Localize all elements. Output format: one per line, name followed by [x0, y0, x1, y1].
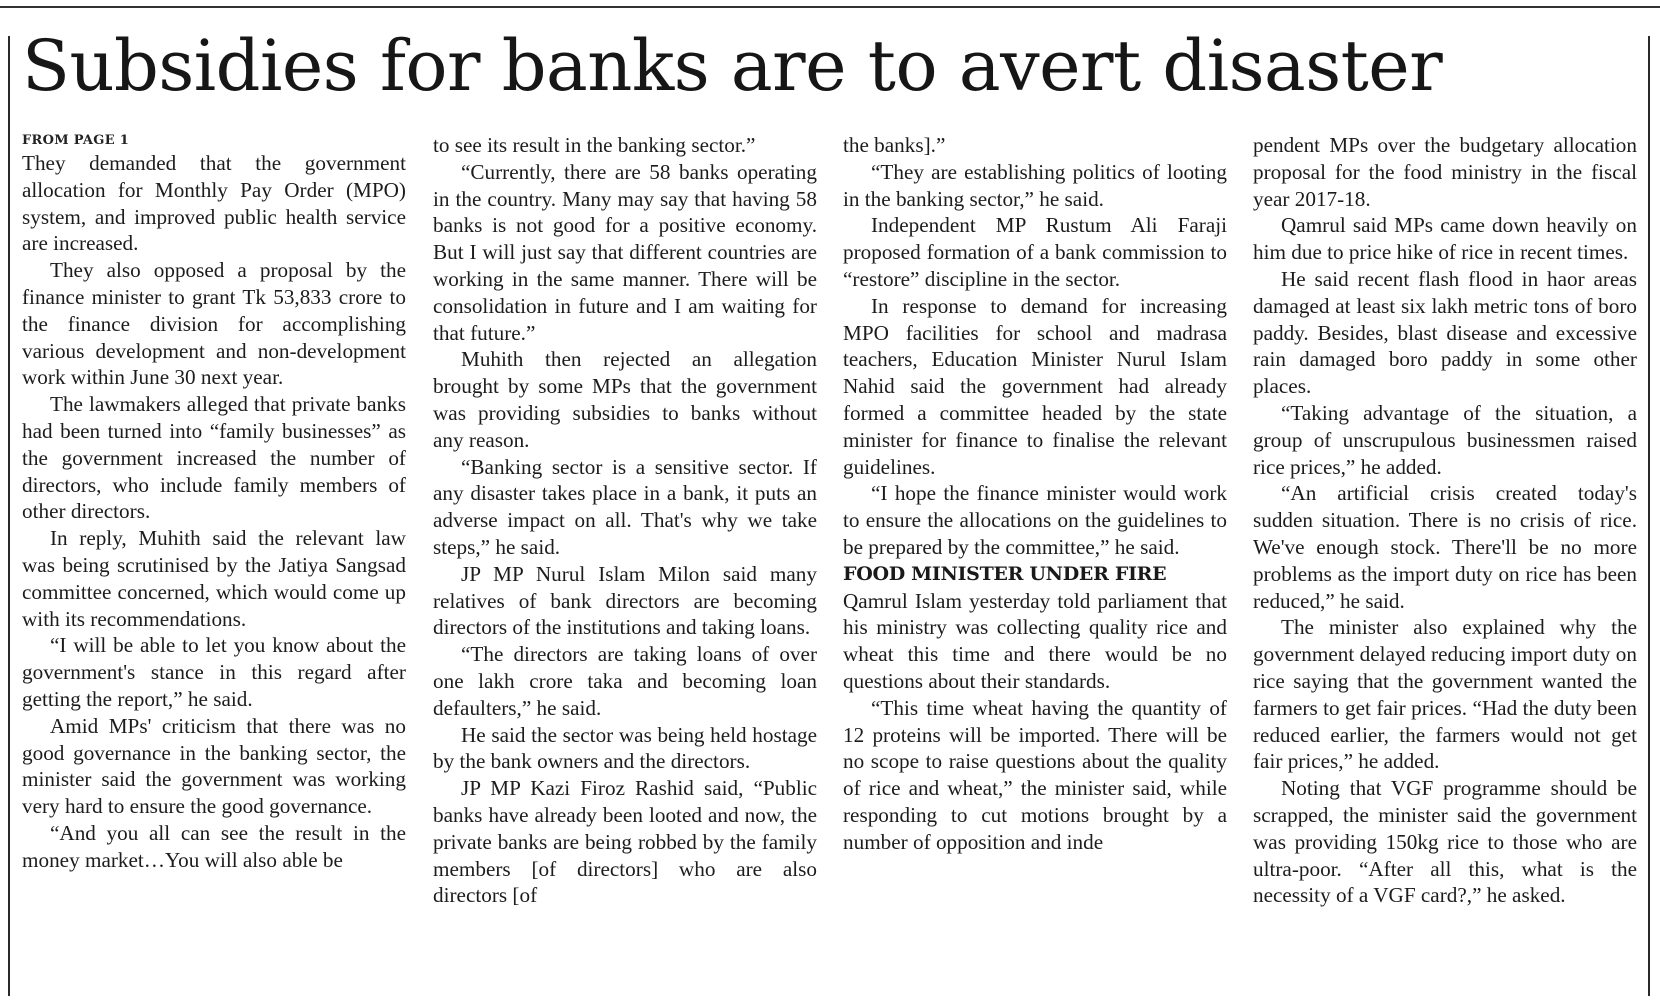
- paragraph: Amid MPs' criticism that there was no good governance in the banking sector, the minister said the government was working very hard to ensure the good governance.: [22, 713, 406, 819]
- paragraph: The lawmakers alleged that private banks had been turned into “family businesses” as the government increased the number of directors, who include family members of other directors.: [22, 392, 406, 524]
- paragraph: Muhith then rejected an allegation brought by some MPs that the government was providing subsidies to banks without any reason.: [433, 347, 817, 452]
- paragraph: to see its result in the banking sector.”: [433, 133, 756, 157]
- paragraph: In response to demand for increasing MPO facilities for school and madrasa teachers, Education Minister Nurul Islam Nahid said the government had already formed a committee headed by the state minister for finance to finalise the relevant guidelines.: [843, 293, 1227, 479]
- paragraph: “I will be able to let you know about the government's stance in this regard after getting the report,” he said.: [22, 633, 406, 711]
- paragraph: Noting that VGF programme should be scrapped, the minister said the government was providing 150kg rice to those who are ultra-poor. “After all this, what is the necessity of a VGF card?,” he asked.: [1253, 776, 1637, 908]
- paragraph: The minister also explained why the government delayed reducing import duty on rice saying that the government wanted the farmers to get fair prices. “Had the duty been reduced earlier, the farmers would not get fair prices,” he added.: [1253, 615, 1637, 774]
- paragraph: “I hope the finance minister would work to ensure the allocations on the guidelines to be prepared by the committee,” he said.: [843, 481, 1227, 559]
- article-column-1: [22, 132, 406, 998]
- paragraph: pendent MPs over the budgetary allocation proposal for the food ministry in the fiscal year 2017-18.: [1253, 133, 1637, 211]
- paragraph: the banks].”: [843, 133, 946, 157]
- paragraph: He said the sector was being held hostage by the bank owners and the directors.: [433, 722, 817, 774]
- paragraph: “Currently, there are 58 banks operating in the country. Many may say that having 58 banks is not good for a positive economy. But I will just say that different countries are working in the same manner. There will be consolidation in future and I am waiting for that future.”: [433, 159, 817, 345]
- left-column-rule: [8, 36, 10, 996]
- paragraph: JP MP Nurul Islam Milon said many relatives of bank directors are becoming directors of the institutions and taking loans.: [433, 561, 817, 640]
- article-headline: Subsidies for banks are to avert disaster: [22, 25, 1443, 107]
- paragraph: Qamrul said MPs came down heavily on him due to price hike of rice in recent times.: [1253, 213, 1637, 265]
- paragraph: “An artificial crisis created today's sudden situation. There is no crisis of rice. We've enough stock. There'll be no more problems as the import duty on rice has been reduced,” he said.: [1253, 481, 1637, 613]
- article-column-3: [843, 132, 1227, 998]
- paragraph: “The directors are taking loans of over one lakh crore taka and becoming loan defaulters,” he said.: [433, 642, 817, 720]
- paragraph: In reply, Muhith said the relevant law was being scrutinised by the Jatiya Sangsad committee concerned, which would come up with its recommendations.: [22, 526, 406, 631]
- section-subhead: FOOD MINISTER UNDER FIRE: [843, 562, 1167, 585]
- paragraph: “Taking advantage of the situation, a group of unscrupulous businessmen raised rice prices,” he added.: [1253, 400, 1637, 479]
- paragraph: They demanded that the government allocation for Monthly Pay Order (MPO) system, and improved public health service are increased.: [22, 151, 406, 256]
- right-column-rule: [1648, 36, 1650, 996]
- continuation-kicker: FROM PAGE 1: [22, 133, 130, 148]
- paragraph: “This time wheat having the quantity of 12 proteins will be imported. There will be no scope to raise questions about the quality of rice and wheat,” the minister said, while responding to cut motions brought by a number of opposition and inde: [843, 695, 1227, 854]
- paragraph: Qamrul Islam yesterday told parliament that his ministry was collecting quality rice and wheat this time and there would be no questions about their standards.: [843, 588, 1227, 693]
- paragraph: JP MP Kazi Firoz Rashid said, “Public banks have already been looted and now, the private banks are being robbed by the family members [of directors] who are also directors [of: [433, 776, 817, 908]
- paragraph: “And you all can see the result in the money market…You will also able be: [22, 820, 406, 872]
- paragraph: “Banking sector is a sensitive sector. If any disaster takes place in a bank, it puts an adverse impact on all. That's why we take steps,” he said.: [433, 454, 817, 559]
- paragraph: “They are establishing politics of looting in the banking sector,” he said.: [843, 159, 1227, 211]
- article-column-4: [1253, 132, 1637, 998]
- top-rule: [0, 6, 1660, 8]
- paragraph: He said recent flash flood in haor areas damaged at least six lakh metric tons of boro paddy. Besides, blast disease and excessive rain damaged boro paddy in some other places.: [1253, 266, 1637, 399]
- article-column-2: [433, 132, 817, 998]
- paragraph: Independent MP Rustum Ali Faraji proposed formation of a bank commission to “restore” discipline in the sector.: [843, 213, 1227, 291]
- paragraph: They also opposed a proposal by the finance minister to grant Tk 53,833 crore to the finance division for accomplishing various development and non-development work within June 30 next year.: [22, 258, 406, 390]
